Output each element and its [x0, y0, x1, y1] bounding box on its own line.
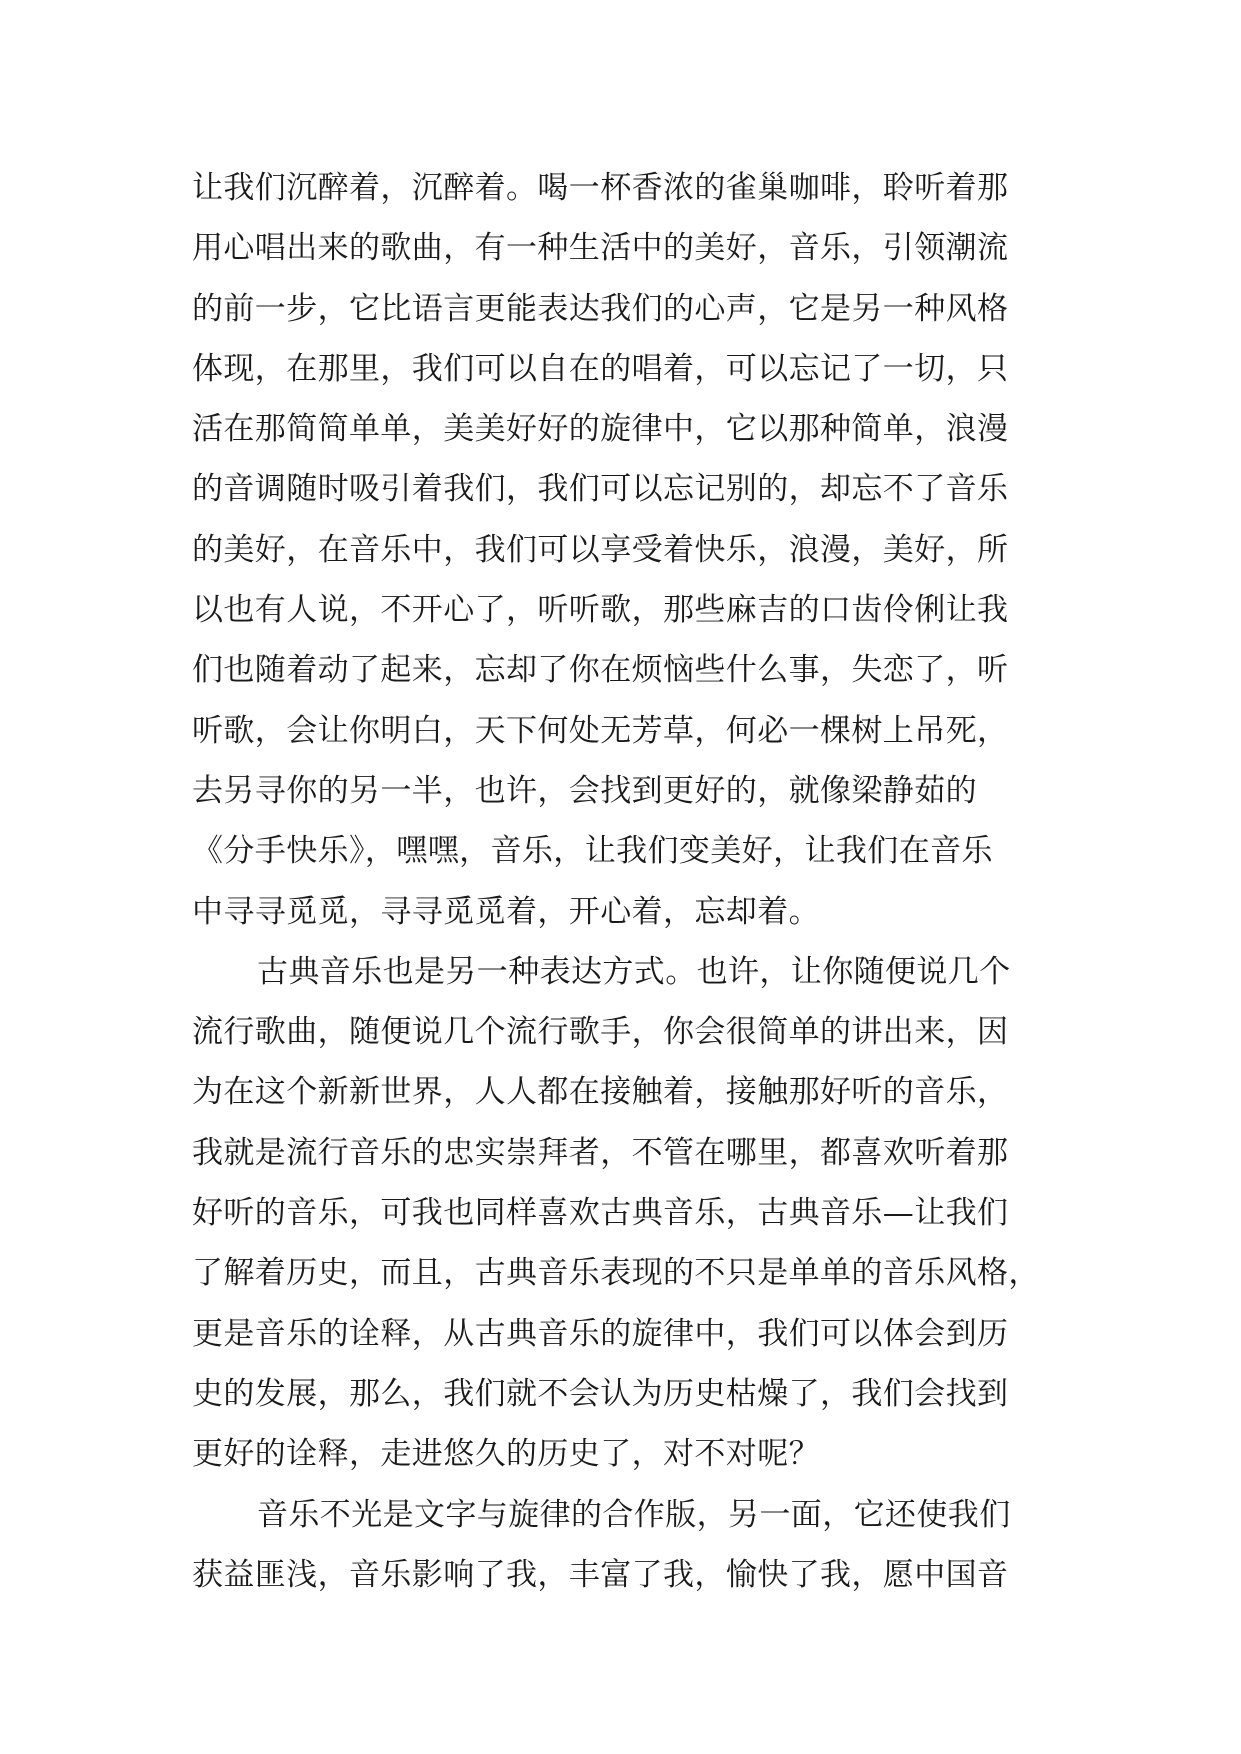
text-line: 听歌，会让你明白，天下何处无芳草，何必一棵树上吊死，	[192, 712, 1009, 749]
text-line: 古典音乐也是另一种表达方式。也许，让你随便说几个	[257, 953, 1011, 990]
text-line: 中寻寻觅觅，寻寻觅觅着，开心着，忘却着。	[192, 893, 820, 930]
text-line: 《分手快乐》，嘿嘿，音乐，让我们变美好，让我们在音乐	[192, 833, 993, 870]
text-line: 了解着历史，而且，古典音乐表现的不只是单单的音乐风格，	[192, 1255, 1040, 1292]
text-line: 们也随着动了起来，忘却了你在烦恼些什么事，失恋了，听	[192, 652, 1009, 689]
text-line: 获益匪浅，音乐影响了我，丰富了我，愉快了我，愿中国音	[192, 1556, 1009, 1593]
text-line: 用心唱出来的歌曲，有一种生活中的美好，音乐，引领潮流	[192, 230, 1009, 267]
text-line: 的美好，在音乐中，我们可以享受着快乐，浪漫，美好，所	[192, 531, 1009, 568]
text-line: 史的发展，那么，我们就不会认为历史枯燥了，我们会找到	[192, 1375, 1009, 1412]
paragraph-3	[192, 1485, 1072, 1606]
text-line: 去另寻你的另一半，也许，会找到更好的，就像梁静茹的	[192, 772, 977, 809]
text-line: 以也有人说，不开心了，听听歌，那些麻吉的口齿伶俐让我	[192, 592, 1009, 629]
text-line: 流行歌曲，随便说几个流行歌手，你会很简单的讲出来，因	[192, 1014, 1009, 1051]
paragraph-2	[192, 942, 1072, 1485]
text-line: 更是音乐的诠释，从古典音乐的旋律中，我们可以体会到历	[192, 1315, 1009, 1352]
text-line: 活在那简简单单，美美好好的旋律中，它以那种简单，浪漫	[192, 411, 1009, 448]
text-line: 让我们沉醉着，沉醉着。喝一杯香浓的雀巢咖啡，聆听着那	[192, 170, 1009, 206]
paragraph-1	[192, 158, 1072, 942]
text-line: 我就是流行音乐的忠实崇拜者，不管在哪里，都喜欢听着那	[192, 1134, 1009, 1171]
text-line: 为在这个新新世界，人人都在接触着，接触那好听的音乐，	[192, 1074, 1009, 1111]
body-text	[192, 158, 1072, 1605]
text-line: 音乐不光是文字与旋律的合作版，另一面，它还使我们	[257, 1496, 1011, 1533]
text-line: 好听的音乐，可我也同样喜欢古典音乐，古典音乐—让我们	[192, 1195, 1009, 1232]
text-line: 体现，在那里，我们可以自在的唱着，可以忘记了一切，只	[192, 350, 1009, 387]
text-line: 的音调随时吸引着我们，我们可以忘记别的，却忘不了音乐	[192, 471, 1009, 508]
text-line: 更好的诠释，走进悠久的历史了，对不对呢？	[192, 1436, 820, 1473]
text-line: 的前一步，它比语言更能表达我们的心声，它是另一种风格	[192, 290, 1009, 327]
